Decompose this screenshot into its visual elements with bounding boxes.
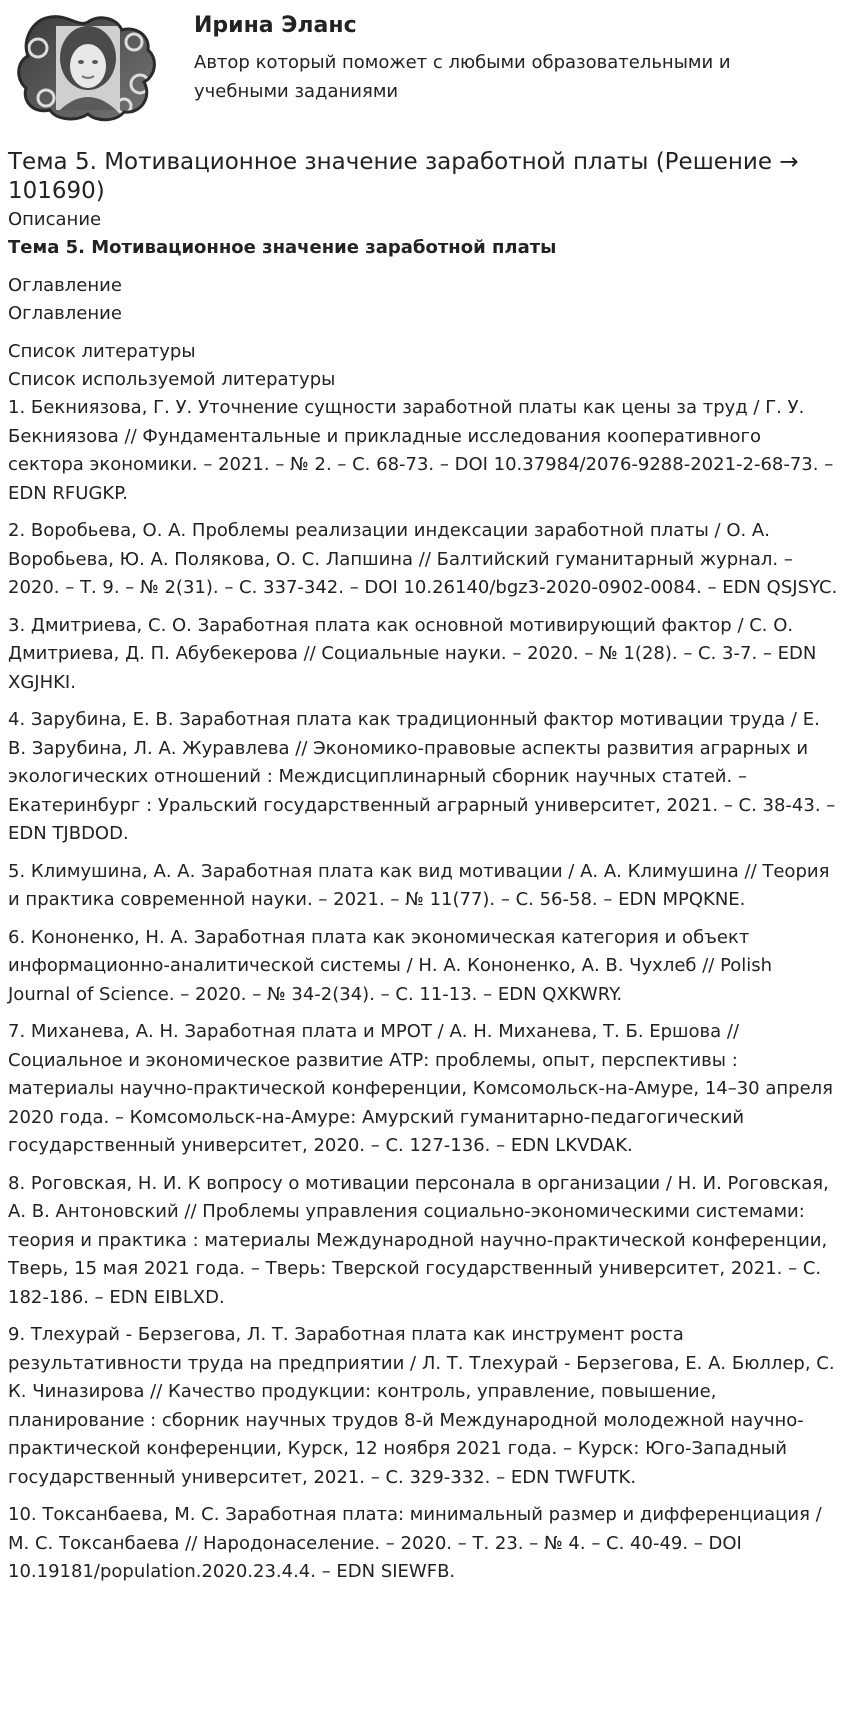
toc-label: Оглавление [8, 275, 122, 296]
author-card [8, 0, 839, 136]
bibliography-label: Список литературы [8, 341, 196, 362]
author-name[interactable]: Ирина Эланс [194, 13, 357, 38]
reference-item: 2. Воробьева, О. А. Проблемы реализации индексации заработной платы / О. А. Воробьева, Ю. А. Полякова, О. С. Лапшина // Балтийский гуманитарный журнал. – 2020. – Т. 9. – № 2(31). – С. 337-342. – DOI 10.26140/bgz3-2020-0902-0084. – EDN QSJSYC. [8, 520, 838, 598]
reference-list [8, 394, 839, 1587]
reference-item: 3. Дмитриева, С. О. Заработная плата как основной мотивирующий фактор / С. О. Дмитриева, Д. П. Абубекерова // Социальные науки. – 2020. – № 1(28). – С. 3-7. – EDN XGJHKI. [8, 614, 817, 693]
reference-item: 8. Роговская, Н. И. К вопросу о мотивации персонала в организации / Н. И. Роговская, А. В. Антоновский // Проблемы управления социально-экономическими системами: теория и практика : материалы Международной научно-практической конференции, Тверь, 15 мая 2021 года. – Тверь: Тверской государственный университет, 2021. – С. 182-186. – EDN EIBLXD. [8, 1172, 829, 1308]
page-title: Тема 5. Мотивационное значение заработной платы (Решение → 101690) [8, 149, 799, 204]
reference-item: 6. Кононенко, Н. А. Заработная плата как экономическая категория и объект информационно-аналитической системы / Н. А. Кононенко, А. В. Чухлеб // Polish Journal of Science. – 2020. – № 34-2(34). – С. 11-13. – EDN QXKWRY. [8, 926, 773, 1005]
author-bio: Автор который поможет с любыми образовательными и учебными заданиями [194, 52, 731, 102]
reference-item: 1. Бекниязова, Г. У. Уточнение сущности заработной платы как цены за труд / Г. У. Бекниязова // Фундаментальные и прикладные исследования кооперативного сектора экономики. – 2021. – № 2. – С. 68-73. – DOI 10.37984/2076-9288-2021-2-68-73. – EDN RFUGKP. [8, 397, 834, 504]
reference-item: 9. Тлехурай - Берзегова, Л. Т. Заработная плата как инструмент роста результативности труда на предприятии / Л. Т. Тлехурай - Берзегова, Е. А. Бюллер, С. К. Чиназирова // Качество продукции: контроль, управление, повышение, планирование : сборник научных трудов 8-й Международной молодежной научно-практической конференции, Курск, 12 ноября 2021 года. – Курск: Юго-Западный государственный университет, 2021. – С. 329-332. – EDN TWFUTK. [8, 1324, 835, 1488]
reference-item: 5. Климушина, А. А. Заработная плата как вид мотивации / А. А. Климушина // Теория и практика современной науки. – 2021. – № 11(77). – С. 56-58. – EDN MPQKNE. [8, 860, 830, 910]
reference-item: 7. Миханева, А. Н. Заработная плата и МРОТ / А. Н. Миханева, Т. Б. Ершова // Социальное и экономическое развитие АТР: проблемы, опыт, перспективы : материалы научно-практической конференции, Комсомольск-на-Амуре, 14–30 апреля 2020 года. – Комсомольск-на-Амуре: Амурский гуманитарно-педагогический государственный университет, 2020. – С. 127-136. – EDN LKVDAK. [8, 1021, 833, 1156]
description-label: Описание [8, 209, 102, 230]
author-avatar[interactable] [16, 14, 158, 122]
reference-item: 4. Зарубина, Е. В. Заработная плата как традиционный фактор мотивации труда / Е. В. Зарубина, Л. А. Журавлева // Экономико-правовые аспекты развития аграрных и экологических отношений : Междисциплинарный сборник научных статей. – Екатеринбург : Уральский государственный аграрный университет, 2021. – С. 38-43. – EDN TJBDOD. [8, 709, 836, 844]
bibliography-title: Список используемой литературы [8, 369, 336, 390]
description-heading: Тема 5. Мотивационное значение заработной платы [8, 237, 557, 258]
toc-value: Оглавление [8, 303, 122, 324]
reference-item: 10. Токсанбаева, М. С. Заработная плата: минимальный размер и дифференциация / М. С. Токсанбаева // Народонаселение. – 2020. – Т. 23. – № 4. – С. 40-49. – DOI 10.19181/population.2020.23.4.4. – EDN SIEWFB. [8, 1504, 822, 1582]
